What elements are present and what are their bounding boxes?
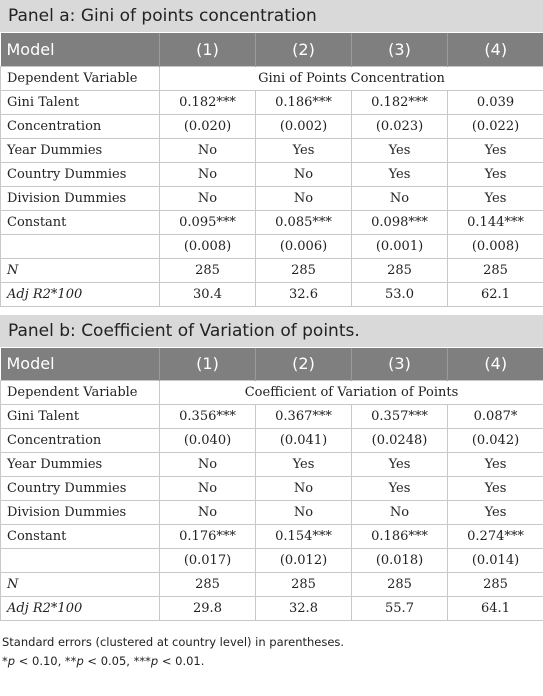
table-cell: (0.022) bbox=[448, 114, 543, 138]
table-cell: 0.367*** bbox=[256, 405, 352, 429]
table-row bbox=[1, 162, 543, 186]
table-cell: 0.357*** bbox=[352, 405, 448, 429]
table-cell: (0.020) bbox=[160, 114, 256, 138]
row-label: Year Dummies bbox=[1, 453, 160, 477]
table-cell: No bbox=[160, 453, 256, 477]
table-cell: Yes bbox=[256, 453, 352, 477]
table-cell: 0.186*** bbox=[352, 525, 448, 549]
table-cell: (0.002) bbox=[256, 114, 352, 138]
table-cell: 0.087* bbox=[448, 405, 543, 429]
table-cell: (0.042) bbox=[448, 429, 543, 453]
table-cell: Yes bbox=[256, 138, 352, 162]
panel-a bbox=[0, 0, 543, 307]
panel-b-table bbox=[0, 348, 543, 622]
table-cell: 0.095*** bbox=[160, 210, 256, 234]
header-col-3: (3) bbox=[352, 33, 448, 66]
table-cell: 285 bbox=[448, 258, 543, 282]
panel-a-title: Panel a: Gini of points concentration bbox=[0, 0, 543, 33]
table-cell: 285 bbox=[448, 573, 543, 597]
table-cell: 29.8 bbox=[160, 597, 256, 621]
header-col-3: (3) bbox=[352, 348, 448, 381]
table-cell: (0.0248) bbox=[352, 429, 448, 453]
dependent-variable-label: Dependent Variable bbox=[1, 66, 160, 90]
table-cell: (0.017) bbox=[160, 549, 256, 573]
table-row bbox=[1, 405, 543, 429]
row-label: Concentration bbox=[1, 429, 160, 453]
table-cell: Yes bbox=[352, 162, 448, 186]
row-label: Year Dummies bbox=[1, 138, 160, 162]
header-col-1: (1) bbox=[160, 348, 256, 381]
table-cell: 0.144*** bbox=[448, 210, 543, 234]
row-label bbox=[1, 549, 160, 573]
table-row bbox=[1, 525, 543, 549]
header-col-2: (2) bbox=[256, 348, 352, 381]
table-cell: (0.014) bbox=[448, 549, 543, 573]
row-label: Adj R2*100 bbox=[1, 282, 160, 306]
dependent-variable-label: Dependent Variable bbox=[1, 381, 160, 405]
table-cell: 285 bbox=[352, 258, 448, 282]
panel-b-header-row bbox=[1, 348, 543, 381]
table-cell: Yes bbox=[448, 162, 543, 186]
table-cell: No bbox=[352, 186, 448, 210]
dependent-variable-value: Coefficient of Variation of Points bbox=[160, 381, 543, 405]
table-cell: 285 bbox=[256, 258, 352, 282]
row-label: Division Dummies bbox=[1, 501, 160, 525]
table-cell: Yes bbox=[448, 186, 543, 210]
table-cell: 0.039 bbox=[448, 90, 543, 114]
table-cell: 64.1 bbox=[448, 597, 543, 621]
table-row bbox=[1, 381, 543, 405]
table-row bbox=[1, 573, 543, 597]
table-row bbox=[1, 90, 543, 114]
table-cell: No bbox=[256, 477, 352, 501]
header-model: Model bbox=[1, 33, 160, 66]
table-row bbox=[1, 186, 543, 210]
panel-b-title: Panel b: Coefficient of Variation of points. bbox=[0, 315, 543, 348]
table-cell: (0.041) bbox=[256, 429, 352, 453]
table-cell: 0.182*** bbox=[352, 90, 448, 114]
table-cell: (0.012) bbox=[256, 549, 352, 573]
table-cell: 0.186*** bbox=[256, 90, 352, 114]
table-row bbox=[1, 114, 543, 138]
table-cell: (0.040) bbox=[160, 429, 256, 453]
table-cell: 0.176*** bbox=[160, 525, 256, 549]
table-cell: Yes bbox=[448, 501, 543, 525]
table-cell: 0.182*** bbox=[160, 90, 256, 114]
table-cell: No bbox=[160, 501, 256, 525]
row-label: Division Dummies bbox=[1, 186, 160, 210]
table-cell: (0.018) bbox=[352, 549, 448, 573]
table-cell: 0.356*** bbox=[160, 405, 256, 429]
table-cell: 0.085*** bbox=[256, 210, 352, 234]
header-col-1: (1) bbox=[160, 33, 256, 66]
header-model: Model bbox=[1, 348, 160, 381]
table-cell: Yes bbox=[352, 138, 448, 162]
table-row bbox=[1, 234, 543, 258]
table-cell: Yes bbox=[448, 138, 543, 162]
header-col-2: (2) bbox=[256, 33, 352, 66]
table-cell: No bbox=[256, 162, 352, 186]
table-row bbox=[1, 138, 543, 162]
table-cell: No bbox=[160, 477, 256, 501]
table-row bbox=[1, 477, 543, 501]
row-label: Adj R2*100 bbox=[1, 597, 160, 621]
table-row bbox=[1, 258, 543, 282]
dependent-variable-value: Gini of Points Concentration bbox=[160, 66, 543, 90]
header-col-4: (4) bbox=[448, 348, 543, 381]
row-label bbox=[1, 234, 160, 258]
table-cell: No bbox=[160, 186, 256, 210]
table-cell: 62.1 bbox=[448, 282, 543, 306]
table-cell: 32.6 bbox=[256, 282, 352, 306]
table-cell: (0.008) bbox=[160, 234, 256, 258]
panel-b bbox=[0, 315, 543, 622]
panel-a-header-row bbox=[1, 33, 543, 66]
table-cell: Yes bbox=[448, 477, 543, 501]
row-label: Gini Talent bbox=[1, 405, 160, 429]
table-cell: 53.0 bbox=[352, 282, 448, 306]
header-col-4: (4) bbox=[448, 33, 543, 66]
table-cell: 285 bbox=[160, 258, 256, 282]
notes-line-1: Standard errors (clustered at country level) in parentheses. bbox=[2, 635, 345, 649]
row-label: Constant bbox=[1, 210, 160, 234]
table-cell: No bbox=[160, 138, 256, 162]
notes-line-2: *p < 0.10, **p < 0.05, ***p < 0.01. bbox=[2, 654, 205, 668]
table-cell: (0.001) bbox=[352, 234, 448, 258]
row-label: Country Dummies bbox=[1, 477, 160, 501]
table-cell: Yes bbox=[352, 477, 448, 501]
row-label: N bbox=[1, 258, 160, 282]
table-row bbox=[1, 66, 543, 90]
table-cell: No bbox=[352, 501, 448, 525]
table-cell: 55.7 bbox=[352, 597, 448, 621]
table-cell: (0.023) bbox=[352, 114, 448, 138]
table-cell: 0.274*** bbox=[448, 525, 543, 549]
row-label: N bbox=[1, 573, 160, 597]
panel-a-table bbox=[0, 33, 543, 307]
table-cell: 285 bbox=[352, 573, 448, 597]
table-row bbox=[1, 210, 543, 234]
row-label: Constant bbox=[1, 525, 160, 549]
table-cell: Yes bbox=[448, 453, 543, 477]
table-row bbox=[1, 549, 543, 573]
table-notes bbox=[0, 633, 543, 671]
table-cell: No bbox=[256, 186, 352, 210]
row-label: Country Dummies bbox=[1, 162, 160, 186]
table-cell: 30.4 bbox=[160, 282, 256, 306]
row-label: Concentration bbox=[1, 114, 160, 138]
table-row bbox=[1, 429, 543, 453]
table-cell: 0.098*** bbox=[352, 210, 448, 234]
table-cell: No bbox=[256, 501, 352, 525]
table-cell: 32.8 bbox=[256, 597, 352, 621]
table-cell: Yes bbox=[352, 453, 448, 477]
table-row bbox=[1, 501, 543, 525]
table-cell: (0.006) bbox=[256, 234, 352, 258]
table-cell: (0.008) bbox=[448, 234, 543, 258]
table-row bbox=[1, 597, 543, 621]
table-cell: 0.154*** bbox=[256, 525, 352, 549]
table-row bbox=[1, 453, 543, 477]
row-label: Gini Talent bbox=[1, 90, 160, 114]
table-row bbox=[1, 282, 543, 306]
table-cell: 285 bbox=[256, 573, 352, 597]
table-cell: 285 bbox=[160, 573, 256, 597]
table-cell: No bbox=[160, 162, 256, 186]
